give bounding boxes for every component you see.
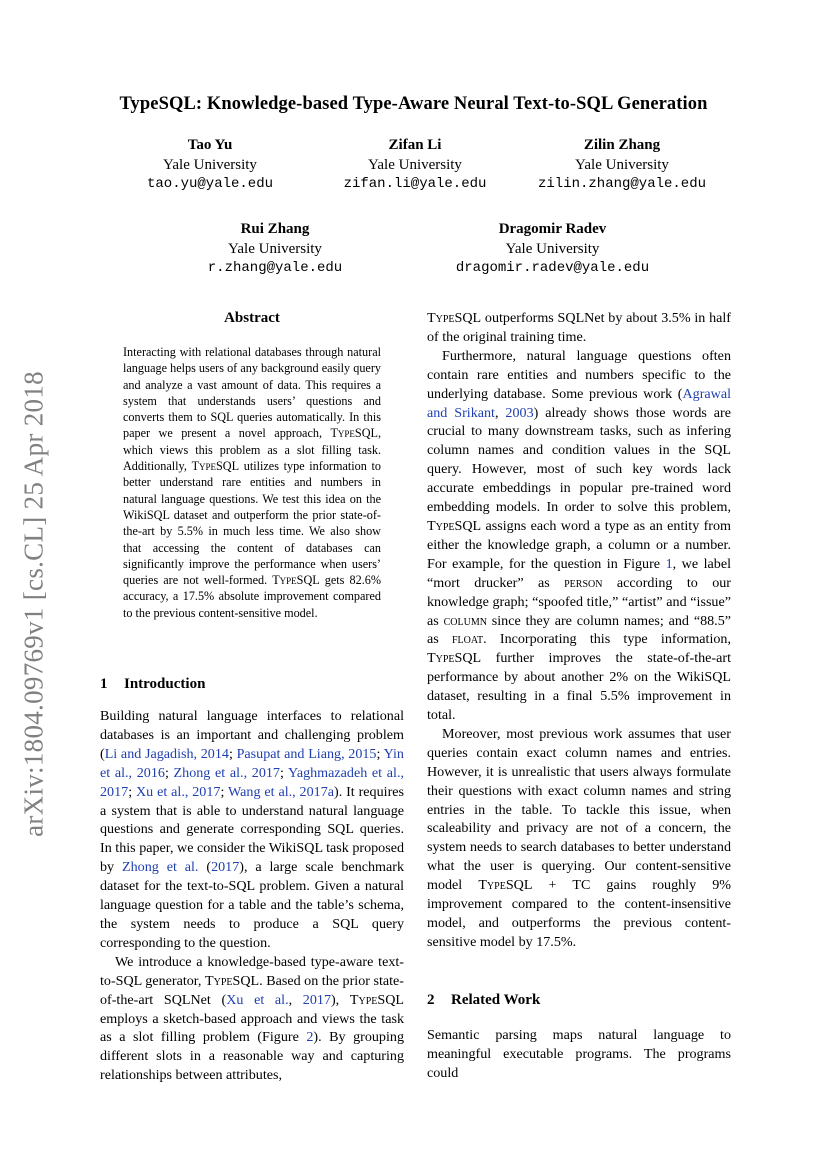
author-email[interactable]: zilin.zhang@yale.edu bbox=[537, 176, 707, 192]
author-name: Zilin Zhang bbox=[583, 137, 661, 153]
author-block bbox=[517, 136, 727, 195]
author-block bbox=[180, 220, 370, 279]
paragraph: Building natural language interfaces to relational databases is an important and challenging problem (Li and Jagadish, 2014; Pasupat and Liang, 2015; Yin et al., 2016; Zhong et al., 2017; Yaghmazadeh et al., 2017; Xu et al., 2017; Wang et al., 2017a). It requires a system that is able to understand natural language questions and generate corresponding SQL queries. In this paper, we consider the WikiSQL task proposed by Zhong et al. (2017), a large scale benchmark dataset for the text-to-SQL problem. Given a natural language question for a table and the table’s schema, the system needs to produce a SQL query corresponding to the question. bbox=[100, 708, 404, 951]
paper-title: TypeSQL: Knowledge-based Type-Aware Neural Text-to-SQL Generation bbox=[119, 94, 708, 114]
author-email[interactable]: zifan.li@yale.edu bbox=[343, 176, 487, 192]
citation-link[interactable]: 2003 bbox=[505, 404, 534, 421]
author-block bbox=[325, 136, 505, 195]
arxiv-stamp bbox=[17, 362, 51, 846]
citation-link[interactable]: Zhong et al. bbox=[122, 859, 199, 876]
citation-link[interactable]: Yin et al., 2016 bbox=[100, 745, 404, 781]
citation-link[interactable]: 2017 bbox=[211, 859, 240, 876]
author-block bbox=[425, 220, 680, 279]
right-column-body bbox=[427, 309, 731, 952]
paragraph: Semantic parsing maps natural language to meaningful executable programs. The programs could bbox=[427, 1027, 731, 1081]
paragraph: Moreover, most previous work assumes that user queries contain exact column names and entries. However, it is unrealistic that users always formulate their questions with exact column names and string entries in the table. To tackle this issue, when scaleability and privacy are not of a concern, the system needs to search databases to better understand what the user is querying. Our content-sensitive model TypeSQL + TC gains roughly 9% improvement compared to the content-insensitive model, and outperforms the previous content-sensitive model by 17.5%. bbox=[427, 725, 731, 950]
author-affiliation: Yale University bbox=[575, 156, 669, 173]
citation-link[interactable]: Wang et al., 2017a bbox=[228, 783, 335, 800]
author-name: Rui Zhang bbox=[240, 221, 310, 237]
left-column-body bbox=[100, 707, 404, 1085]
citation-link[interactable]: Pasupat and Liang, 2015 bbox=[236, 745, 377, 762]
citation-link[interactable]: Li and Jagadish, 2014 bbox=[104, 745, 229, 762]
arxiv-stamp-text: arXiv:1804.09769v1 [cs.CL] 25 Apr 2018 bbox=[18, 371, 49, 837]
author-email[interactable]: r.zhang@yale.edu bbox=[207, 260, 343, 276]
citation-link[interactable]: Xu et al. bbox=[226, 991, 289, 1008]
author-affiliation: Yale University bbox=[368, 156, 462, 173]
paragraph: We introduce a knowledge-based type-aware text-to-SQL generator, TypeSQL. Based on the prior state-of-the-art SQLNet (Xu et al., 2017), TypeSQL employs a sketch-based approach and views the task as a slot filling problem (Figure 2). By grouping different slots in a reasonable way and capturing relationships between attributes, bbox=[100, 953, 404, 1084]
author-affiliation: Yale University bbox=[228, 240, 322, 257]
citation-link[interactable]: Agrawal and Srikant bbox=[427, 385, 731, 421]
figure-link[interactable]: 1 bbox=[665, 555, 673, 572]
paragraph: TypeSQL outperforms SQLNet by about 3.5% in half of the original training time. bbox=[427, 310, 731, 345]
author-email[interactable]: dragomir.radev@yale.edu bbox=[455, 260, 650, 276]
citation-link[interactable]: Xu et al., 2017 bbox=[136, 783, 221, 800]
author-affiliation: Yale University bbox=[505, 240, 600, 257]
section-heading-related-work: 2 Related Work bbox=[427, 992, 541, 1008]
citation-link[interactable]: Zhong et al., 2017 bbox=[173, 764, 280, 781]
figure-link[interactable]: 2 bbox=[306, 1029, 314, 1046]
author-name: Tao Yu bbox=[187, 137, 233, 153]
author-affiliation: Yale University bbox=[163, 156, 257, 173]
citation-link[interactable]: 2017 bbox=[302, 991, 331, 1008]
author-name: Dragomir Radev bbox=[498, 221, 607, 237]
related-work-body bbox=[427, 1026, 731, 1083]
abstract-heading: Abstract bbox=[224, 310, 280, 326]
abstract-text: Interacting with relational databases through natural language helps users of any background easily query and analyze a vast amount of data. This requires a system that understands users’ questions and converts them to SQL queries automatically. In this paper we present a novel approach, TypeSQL, which views this problem as a slot filling task. Additionally, TypeSQL utilizes type information to better understand rare entities and numbers in natural language questions. We test this idea on the WikiSQL dataset and outperform the prior state-of-the-art by 5.5% in much less time. We also show that accessing the content of databases can significantly improve the performance when users’ queries are not well-formed. TypeSQL gets 82.6% accuracy, a 17.5% absolute improvement compared to the previous content-sensitive model. bbox=[123, 345, 381, 620]
author-name: Zifan Li bbox=[388, 137, 442, 153]
paragraph: Furthermore, natural language questions often contain rare entities and numbers specific to the underlying database. Some previous work (Agrawal and Srikant, 2003) already shows those words are crucial to many downstream tasks, such as infering column names and condition values in the SQL query. However, most of such key words lack accurate embeddings in popular pre-trained word embedding models. In order to solve this problem, TypeSQL assigns each word a type as an entity from either the knowledge graph, a column or a number. For example, for the question in Figure 1, we label “mort drucker” as person according to our knowledge graph; “spoofed title,” “artist” and “issue” as column since they are column names; and “88.5” as float. Incorporating this type information, TypeSQL further improves the state-of-the-art performance by about another 2% on the WikiSQL dataset, resulting in a final 5.5% improvement in total. bbox=[427, 347, 732, 724]
author-block bbox=[120, 136, 300, 195]
author-email[interactable]: tao.yu@yale.edu bbox=[146, 176, 274, 192]
section-heading-introduction: 1 Introduction bbox=[100, 676, 206, 692]
citation-link[interactable]: Yaghmazadeh et al., 2017 bbox=[100, 764, 404, 800]
